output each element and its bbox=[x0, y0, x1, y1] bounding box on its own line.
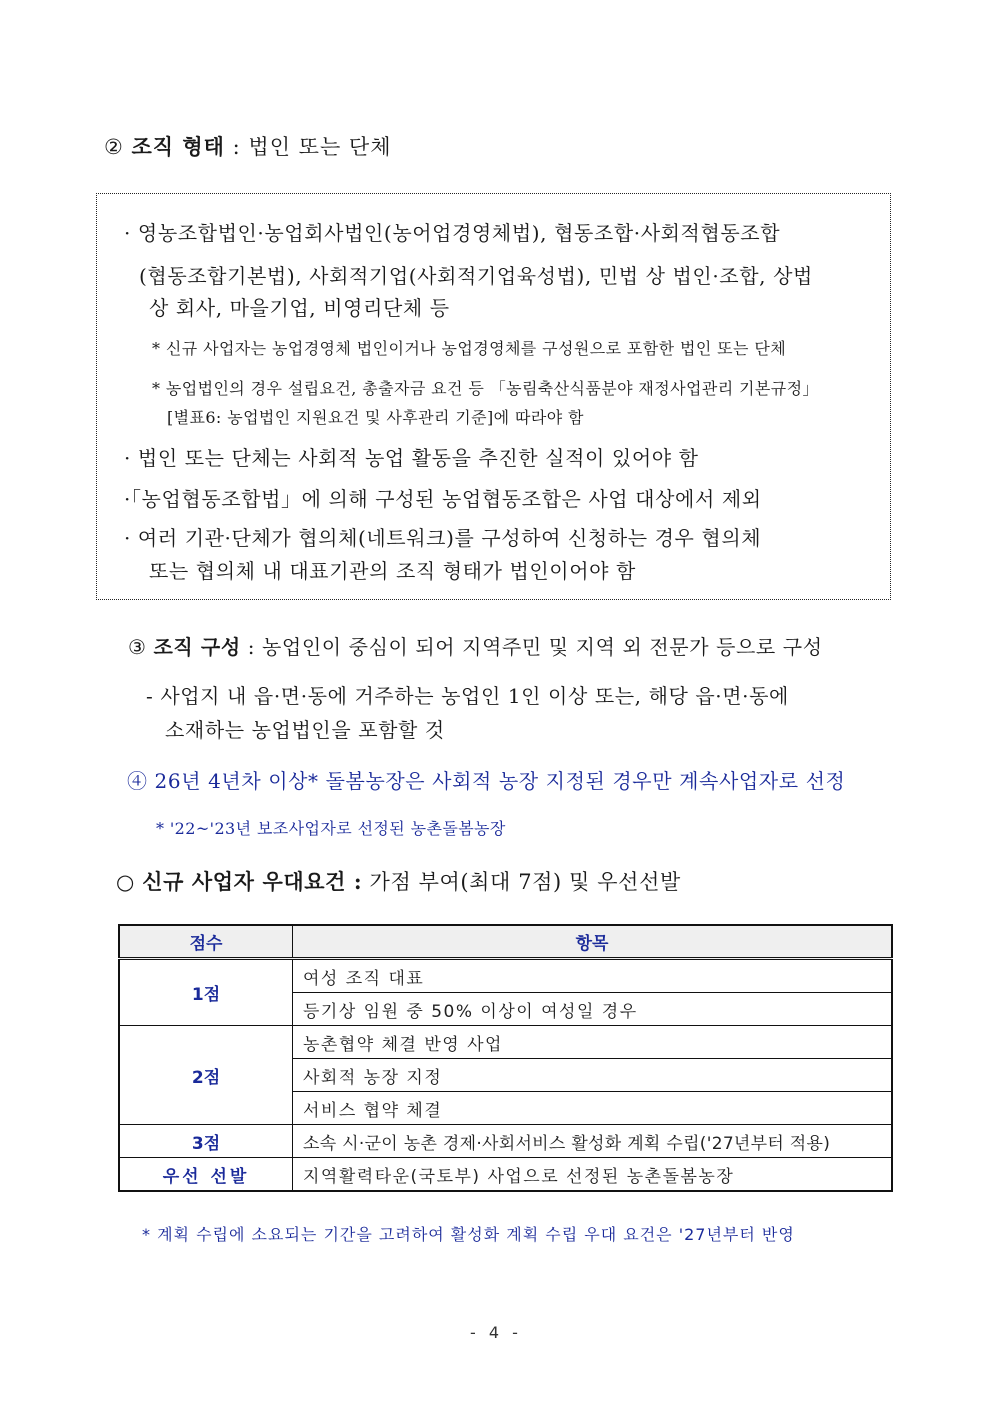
section-2-heading bbox=[104, 131, 392, 161]
preference-score-table bbox=[118, 924, 893, 1192]
section-4-note: * '22~'23년 보조사업자로 선정된 농촌돌봄농장 bbox=[156, 819, 506, 838]
item-cell: 여성 조직 대표 bbox=[293, 959, 893, 993]
bullet-4-line-2: 또는 협의체 내 대표기관의 조직 형태가 법인이어야 함 bbox=[149, 559, 636, 583]
table-header-row bbox=[119, 925, 892, 959]
section-marker: ② bbox=[104, 135, 124, 159]
preference-title-bold: 신규 사업자 우대요건 : bbox=[142, 869, 363, 894]
note-2-line-2: [별표6: 농업법인 지원요건 및 사후관리 기준]에 따라야 함 bbox=[167, 408, 584, 427]
score-cell: 1점 bbox=[119, 959, 293, 1026]
bullet-1-line-2: (협동조합기본법), 사회적기업(사회적기업육성법), 민법 상 법인·조합, 상법 bbox=[139, 264, 813, 288]
section-separator: : bbox=[224, 135, 249, 159]
page-number: - 4 - bbox=[470, 1323, 522, 1342]
item-cell: 사회적 농장 지정 bbox=[293, 1059, 893, 1092]
section-title-rest: 법인 또는 단체 bbox=[248, 135, 392, 159]
section-separator: : bbox=[240, 635, 263, 659]
note-1: * 신규 사업자는 농업경영체 법인이거나 농업경영체를 구성원으로 포함한 법인 또는 단체 bbox=[152, 339, 787, 358]
section-title-bold: 조직 형태 bbox=[131, 134, 225, 159]
score-cell: 3점 bbox=[119, 1125, 293, 1158]
score-cell: 우선 선발 bbox=[119, 1158, 293, 1192]
table-row bbox=[119, 959, 892, 993]
circle-bullet-icon: ○ bbox=[116, 870, 135, 894]
preference-title-rest: 가점 부여(최대 7점) 및 우선선발 bbox=[362, 870, 681, 894]
item-cell: 농촌협약 체결 반영 사업 bbox=[293, 1026, 893, 1059]
bullet-1-line-1: · 영농조합법인·농업회사법인(농어업경영체법), 협동조합·사회적협동조합 bbox=[124, 221, 781, 245]
table-row bbox=[119, 1026, 892, 1059]
section-title-bold: 조직 구성 bbox=[153, 635, 241, 659]
section-3-dash-line-1: - 사업지 내 읍·면·동에 거주하는 농업인 1인 이상 또는, 해당 읍·면·동에 bbox=[146, 684, 789, 708]
item-cell: 서비스 협약 체결 bbox=[293, 1092, 893, 1125]
bullet-3: ·「농업협동조합법」에 의해 구성된 농업협동조합은 사업 대상에서 제외 bbox=[124, 487, 762, 511]
note-2-line-1: * 농업법인의 경우 설립요건, 총출자금 요건 등 「농림축산식품분야 재정사업관리 기본규정」 bbox=[152, 379, 819, 398]
section-marker: ③ bbox=[128, 635, 147, 659]
item-cell: 소속 시·군이 농촌 경제·사회서비스 활성화 계획 수립('27년부터 적용) bbox=[293, 1125, 893, 1158]
section-3-heading bbox=[128, 631, 823, 660]
preference-heading bbox=[116, 866, 681, 896]
section-title-rest: 농업인이 중심이 되어 지역주민 및 지역 외 전문가 등으로 구성 bbox=[262, 635, 823, 659]
section-4-text: ④ 26년 4년차 이상* 돌봄농장은 사회적 농장 지정된 경우만 계속사업자로 선정 bbox=[127, 769, 846, 793]
section-3-dash-line-2: 소재하는 농업법인을 포함할 것 bbox=[165, 718, 445, 742]
table-row bbox=[119, 1158, 892, 1192]
item-cell: 등기상 임원 중 50% 이상이 여성일 경우 bbox=[293, 993, 893, 1026]
score-cell: 2점 bbox=[119, 1026, 293, 1125]
table-row bbox=[119, 1125, 892, 1158]
header-score: 점수 bbox=[119, 925, 293, 959]
footnote: * 계획 수립에 소요되는 기간을 고려하여 활성화 계획 수립 우대 요건은 '27년부터 반영 bbox=[142, 1225, 795, 1244]
bullet-1-line-3: 상 회사, 마을기업, 비영리단체 등 bbox=[149, 296, 450, 320]
bullet-4-line-1: · 여러 기관·단체가 협의체(네트워크)를 구성하여 신청하는 경우 협의체 bbox=[124, 526, 762, 550]
item-cell: 지역활력타운(국토부) 사업으로 선정된 농촌돌봄농장 bbox=[293, 1158, 893, 1192]
bullet-2: · 법인 또는 단체는 사회적 농업 활동을 추진한 실적이 있어야 함 bbox=[124, 446, 699, 470]
header-item: 항목 bbox=[293, 925, 893, 959]
